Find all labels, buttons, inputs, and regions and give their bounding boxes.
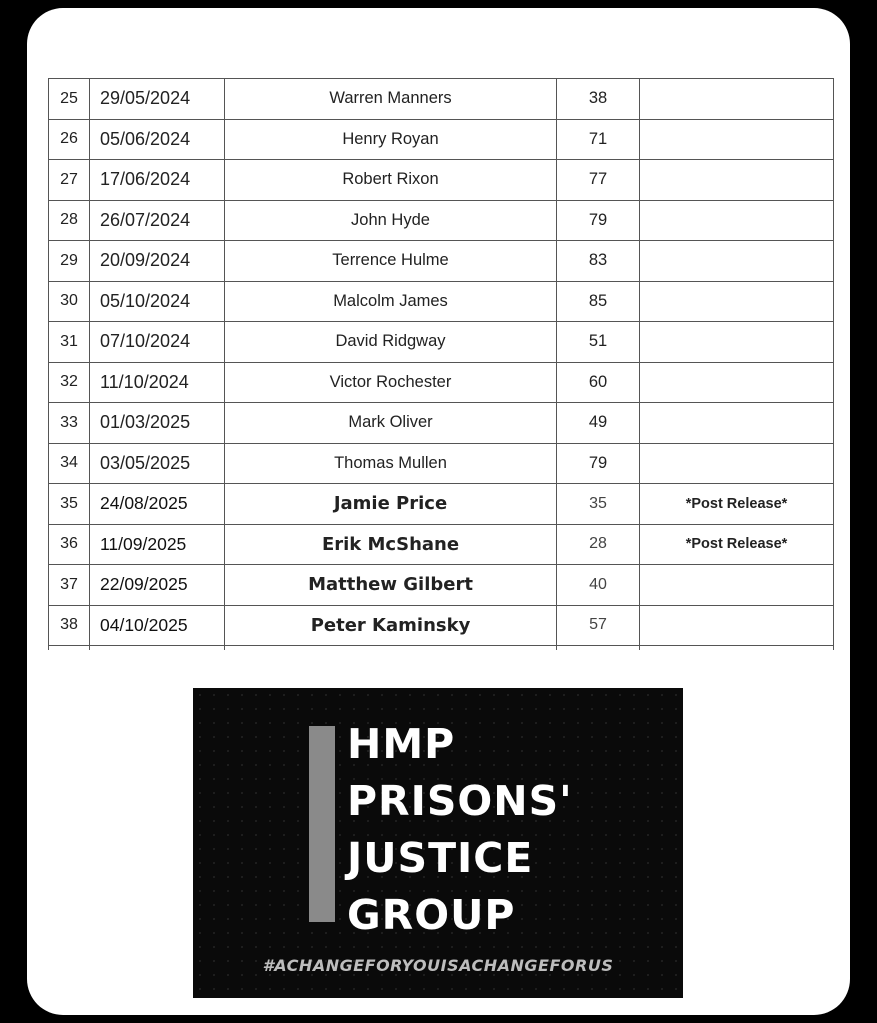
name-cell: Terrence Hulme (225, 241, 557, 282)
age-cell: 51 (557, 322, 640, 363)
date-cell: 20/09/2024 (90, 241, 225, 282)
logo-wordmark (347, 716, 667, 944)
table-row (49, 524, 834, 565)
name-cell: Warren Manners (225, 79, 557, 120)
note-cell: *Post Release* (640, 484, 834, 525)
note-cell (640, 160, 834, 201)
age-cell: 83 (557, 241, 640, 282)
name-cell: Matthew Gilbert (225, 565, 557, 606)
logo-vertical-bar (309, 726, 335, 922)
note-cell (640, 241, 834, 282)
date-cell: 07/10/2024 (90, 322, 225, 363)
cut-off-cell (90, 646, 225, 651)
age-cell: 49 (557, 403, 640, 444)
date-cell: 24/08/2025 (90, 484, 225, 525)
age-cell: 60 (557, 362, 640, 403)
name-cell: David Ridgway (225, 322, 557, 363)
logo-line-2: PRISONS' (347, 777, 573, 825)
table-body (49, 79, 834, 651)
note-cell (640, 403, 834, 444)
date-cell: 05/10/2024 (90, 281, 225, 322)
note-cell (640, 605, 834, 646)
note-cell (640, 565, 834, 606)
row-number-cell: 35 (49, 484, 90, 525)
note-cell: *Post Release* (640, 524, 834, 565)
date-cell: 05/06/2024 (90, 119, 225, 160)
name-cell: Victor Rochester (225, 362, 557, 403)
row-number-cell: 37 (49, 565, 90, 606)
document-card (27, 8, 850, 1015)
row-number-cell: 29 (49, 241, 90, 282)
note-cell (640, 79, 834, 120)
name-cell: Robert Rixon (225, 160, 557, 201)
row-number-cell: 30 (49, 281, 90, 322)
age-cell: 85 (557, 281, 640, 322)
note-cell (640, 119, 834, 160)
cut-off-cell (49, 646, 90, 651)
logo-line-1: HMP (347, 720, 456, 768)
date-cell: 26/07/2024 (90, 200, 225, 241)
age-cell: 77 (557, 160, 640, 201)
table-row (49, 484, 834, 525)
name-cell: Jamie Price (225, 484, 557, 525)
logo-line-3: JUSTICE (347, 834, 534, 882)
row-number-cell: 32 (49, 362, 90, 403)
name-cell: Thomas Mullen (225, 443, 557, 484)
table-row (49, 605, 834, 646)
age-cell: 79 (557, 443, 640, 484)
table-row (49, 403, 834, 444)
deaths-table (48, 78, 834, 650)
name-cell: Malcolm James (225, 281, 557, 322)
date-cell: 11/09/2025 (90, 524, 225, 565)
table-row (49, 565, 834, 606)
age-cell: 28 (557, 524, 640, 565)
row-number-cell: 36 (49, 524, 90, 565)
memorial-table (48, 78, 834, 650)
date-cell: 17/06/2024 (90, 160, 225, 201)
age-cell: 38 (557, 79, 640, 120)
table-row (49, 281, 834, 322)
name-cell: Mark Oliver (225, 403, 557, 444)
table-row (49, 362, 834, 403)
date-cell: 11/10/2024 (90, 362, 225, 403)
row-number-cell: 25 (49, 79, 90, 120)
note-cell (640, 281, 834, 322)
name-cell: John Hyde (225, 200, 557, 241)
cut-off-cell (225, 646, 557, 651)
note-cell (640, 200, 834, 241)
table-row (49, 200, 834, 241)
table-row (49, 119, 834, 160)
note-cell (640, 443, 834, 484)
name-cell: Henry Royan (225, 119, 557, 160)
table-row (49, 322, 834, 363)
age-cell: 57 (557, 605, 640, 646)
row-number-cell: 28 (49, 200, 90, 241)
row-number-cell: 26 (49, 119, 90, 160)
age-cell: 79 (557, 200, 640, 241)
table-row (49, 160, 834, 201)
date-cell: 22/09/2025 (90, 565, 225, 606)
table-row (49, 443, 834, 484)
age-cell: 40 (557, 565, 640, 606)
row-number-cell: 31 (49, 322, 90, 363)
age-cell: 35 (557, 484, 640, 525)
table-row (49, 241, 834, 282)
table-row (49, 79, 834, 120)
cut-off-cell (640, 646, 834, 651)
logo-hashtag: #ACHANGEFORYOUISACHANGEFORUS (262, 956, 614, 975)
row-number-cell: 34 (49, 443, 90, 484)
date-cell: 29/05/2024 (90, 79, 225, 120)
date-cell: 03/05/2025 (90, 443, 225, 484)
name-cell: Peter Kaminsky (225, 605, 557, 646)
note-cell (640, 362, 834, 403)
row-number-cell: 38 (49, 605, 90, 646)
logo-line-4: GROUP (347, 891, 516, 939)
hmp-prisons-justice-group-logo (193, 688, 683, 998)
row-number-cell: 33 (49, 403, 90, 444)
name-cell: Erik McShane (225, 524, 557, 565)
cut-off-cell (557, 646, 640, 651)
cut-off-row (49, 646, 834, 651)
date-cell: 01/03/2025 (90, 403, 225, 444)
note-cell (640, 322, 834, 363)
row-number-cell: 27 (49, 160, 90, 201)
date-cell: 04/10/2025 (90, 605, 225, 646)
age-cell: 71 (557, 119, 640, 160)
